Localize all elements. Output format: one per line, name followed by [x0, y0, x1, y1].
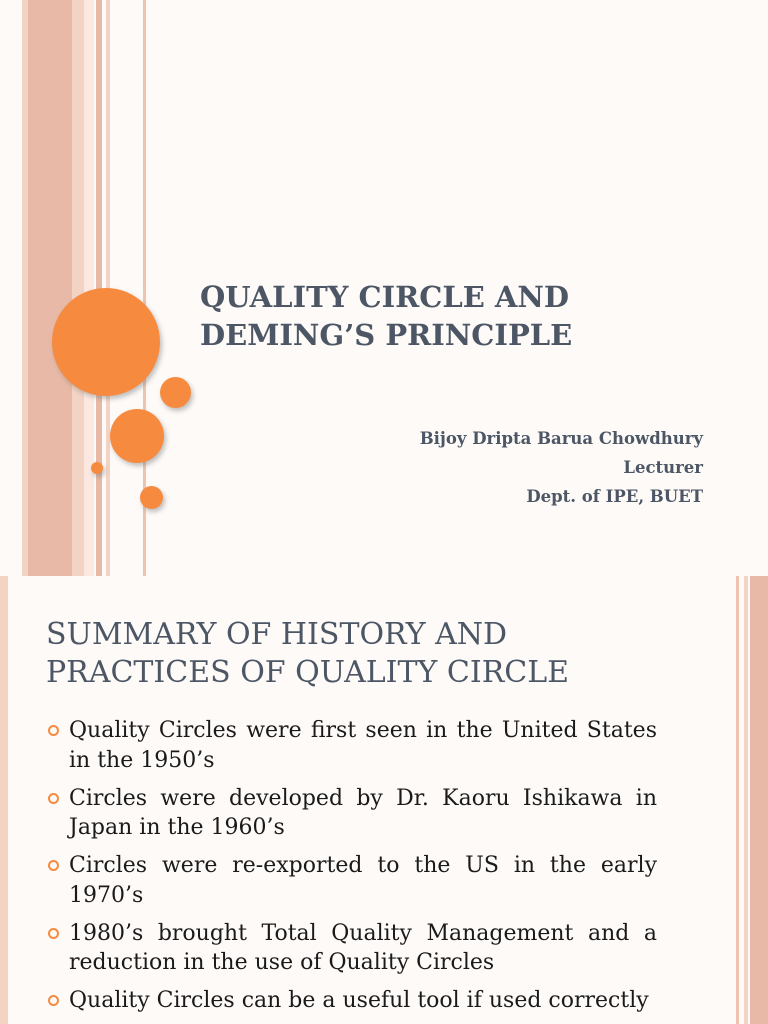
list-item — [46, 784, 657, 843]
decor-bar — [28, 0, 72, 576]
bullet-text: Circles were developed by Dr. Kaoru Ishikawa in Japan in the 1960’s — [69, 785, 657, 840]
orange-ring-bullet-icon — [48, 860, 59, 871]
slide-title-line: PRACTICES OF QUALITY CIRCLE — [46, 655, 570, 690]
decor-circle-large — [52, 288, 160, 396]
decor-bar — [72, 0, 84, 576]
orange-ring-bullet-icon — [48, 995, 59, 1006]
bullet-list — [46, 716, 657, 1024]
author-position: Lecturer — [623, 458, 703, 477]
orange-ring-bullet-icon — [48, 928, 59, 939]
list-item — [46, 986, 657, 1016]
list-item — [46, 919, 657, 978]
decor-circle-tiny — [91, 462, 103, 474]
bullet-text: 1980’s brought Total Quality Management and a reduction in the use of Quality Circles — [69, 920, 657, 975]
decor-bar — [736, 576, 739, 1024]
author-block — [300, 424, 703, 511]
list-item — [46, 851, 657, 910]
bullet-text: Quality Circles were first seen in the United States in the 1950’s — [69, 718, 657, 773]
bullet-text: Quality Circles can be a useful tool if used correctly — [69, 988, 649, 1013]
orange-ring-bullet-icon — [48, 725, 59, 736]
bullet-text: Circles were re-exported to the US in the early 1970’s — [69, 853, 657, 908]
slide-title-line: DEMING’S PRINCIPLE — [200, 318, 573, 352]
decor-circle-small — [140, 486, 163, 509]
decor-bar — [750, 576, 768, 1024]
author-department: Dept. of IPE, BUET — [526, 487, 703, 506]
decor-circle-medium — [110, 409, 164, 463]
decor-bar — [84, 0, 94, 576]
decor-circle-small — [160, 377, 191, 408]
slide-title — [200, 278, 680, 354]
author-name: Bijoy Dripta Barua Chowdhury — [419, 429, 703, 448]
orange-ring-bullet-icon — [48, 793, 59, 804]
slide-title-line: QUALITY CIRCLE AND — [200, 280, 570, 314]
summary-slide — [0, 576, 768, 1024]
slide-title — [46, 616, 686, 692]
decor-bar — [744, 576, 748, 1024]
list-item — [46, 716, 657, 775]
slide-title-line: SUMMARY OF HISTORY AND — [46, 617, 508, 652]
decor-bar — [0, 576, 8, 1024]
